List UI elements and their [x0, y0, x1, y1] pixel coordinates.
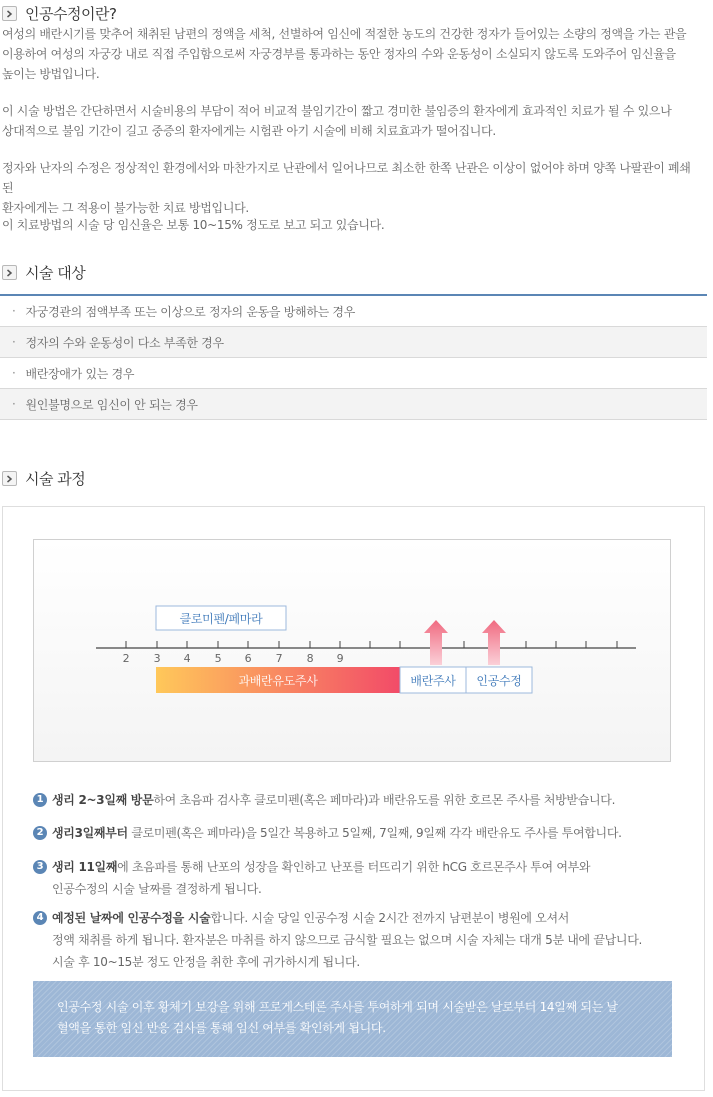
step-number-badge: 1 — [33, 793, 47, 807]
process-step-3: 3 생리 11일째에 초음파를 통해 난포의 성장을 확인하고 난포를 터뜨리기 위한 hCG 호르몬주사 투여 여부와 인공수정의 시술 날짜를 결정하게 됩니다. — [33, 856, 673, 900]
day-tick-label: 4 — [183, 652, 191, 665]
day-tick-label: 7 — [275, 652, 283, 665]
list-item: · 정자의 수와 운동성이 다소 부족한 경우 — [0, 327, 707, 358]
ovulation-induction-label: 과배란유도주사 — [238, 674, 318, 688]
process-panel — [2, 506, 705, 1091]
drug-label: 클로미펜/페마라 — [179, 612, 263, 626]
day-tick-label: 6 — [244, 652, 252, 665]
target-list — [0, 294, 707, 420]
intro-paragraph-1: 여성의 배란시기를 맞추어 채취된 남편의 정액을 세척, 선별하여 임신에 적절한 농도의 건강한 정자가 들어있는 소량의 정액을 가는 관을 이용하여 여성의 자궁강 내로 직접 주입함으로써 자궁경부를 통과하는 동안 정자의 수와 운동성이 소실되지 않도록 도와주어 임신율을 높이는 방법입니다. — [2, 27, 687, 81]
timeline-ticks — [126, 641, 617, 648]
post-procedure-note: 인공수정 시술 이후 황체기 보강을 위해 프로게스테론 주사를 투여하게 되며 시술받은 날로부터 14일째 되는 날 혈액을 통한 임신 반응 검사를 통해 임신 여부를 확인하게 됩니다. — [33, 981, 672, 1057]
step-number-badge: 2 — [33, 826, 47, 840]
day-tick-label: 8 — [306, 652, 314, 665]
step-number-badge: 4 — [33, 911, 47, 925]
intro-title: 인공수정이란? — [25, 5, 117, 23]
chevron-right-icon — [2, 471, 17, 486]
step-number-badge: 3 — [33, 860, 47, 874]
chevron-right-icon — [2, 6, 17, 21]
day-tick-label: 3 — [153, 652, 161, 665]
intro-paragraph-4: 이 치료방법의 시술 당 임신율은 보통 10~15% 정도로 보고 되고 있습니다. — [2, 218, 385, 232]
day-tick-label: 2 — [122, 652, 130, 665]
intro-paragraph-2: 이 시술 방법은 간단하면서 시술비용의 부담이 적어 비교적 불임기간이 짧고 경미한 불임증의 환자에게 효과적인 치료가 될 수 있으나 상대적으로 불임 기간이 길고 중증의 환자에게는 시험관 아기 시술에 비해 치료효과가 떨어집니다. — [2, 104, 672, 138]
process-step-1: 1 생리 2~3일째 방문하여 초음파 검사후 클로미펜(혹은 페마라)과 배란유도를 위한 호르몬 주사를 처방받습니다. — [33, 789, 673, 811]
process-step-4: 4 예정된 날짜에 인공수정을 시술합니다. 시술 당일 인공수정 시술 2시간 전까지 남편분이 병원에 오셔서 정액 채취를 하게 됩니다. 환자분은 마취를 하지 않으므로 금식할 필요는 없으며 시술 자체는 대개 5분 내에 끝납니다. 시술 후 10~15분 정도 안정을 취한 후에 귀가하시게 됩니다. — [33, 907, 673, 973]
timeline-diagram — [33, 539, 671, 762]
intro-paragraph-3: 정자와 난자의 수정은 정상적인 환경에서와 마찬가지로 난관에서 일어나므로 최소한 한쪽 난관은 이상이 없어야 하며 양쪽 나팔관이 폐쇄된 환자에게는 그 적용이 불가능한 치료 방법입니다. — [2, 161, 691, 215]
list-item: · 배란장애가 있는 경우 — [0, 358, 707, 389]
day-tick-label: 9 — [336, 652, 344, 665]
targets-title: 시술 대상 — [25, 264, 86, 282]
insemination-label: 인공수정 — [476, 674, 522, 688]
process-title: 시술 과정 — [25, 470, 86, 488]
arrow-up-icon — [482, 620, 506, 665]
process-step-2: 2 생리3일째부터 클로미펜(혹은 페마라)을 5일간 복용하고 5일째, 7일째, 9일째 각각 배란유도 주사를 투여합니다. — [33, 822, 673, 844]
list-item: · 원인불명으로 임신이 안 되는 경우 — [0, 389, 707, 420]
ovulation-shot-label: 배란주사 — [410, 674, 456, 688]
day-tick-label: 5 — [214, 652, 222, 665]
arrow-up-icon — [424, 620, 448, 665]
intro-heading — [2, 3, 116, 24]
process-heading — [2, 468, 85, 489]
chevron-right-icon — [2, 265, 17, 280]
list-item: · 자궁경관의 점액부족 또는 이상으로 정자의 운동을 방해하는 경우 — [0, 296, 707, 327]
targets-heading — [2, 262, 85, 283]
